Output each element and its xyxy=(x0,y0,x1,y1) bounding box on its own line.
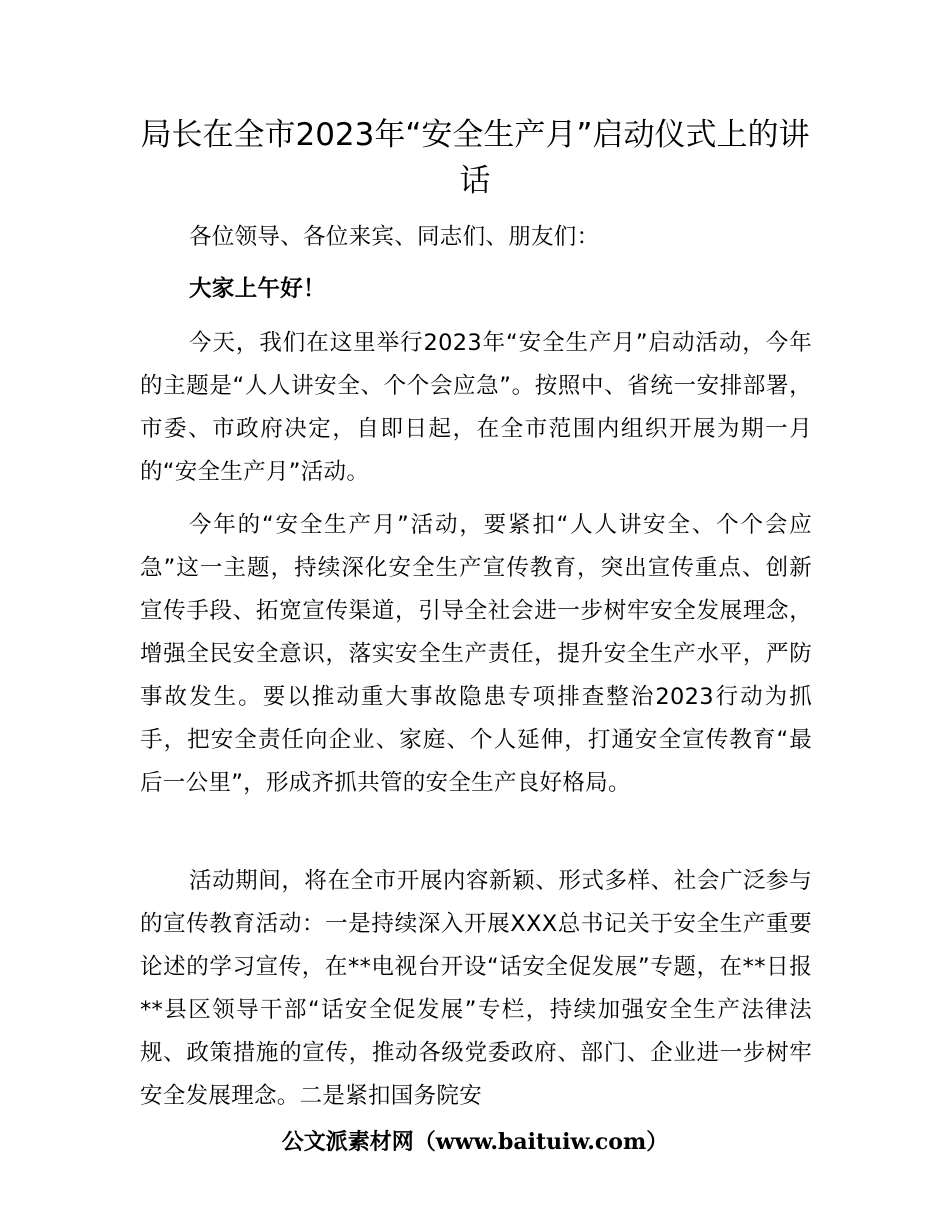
document-title: 局长在全市2023年“安全生产月”启动仪式上的讲话 xyxy=(140,117,810,199)
greeting: 大家上午好！ xyxy=(189,276,326,302)
footer-watermark: 公文派素材网（www.baituiw.com） xyxy=(281,1129,669,1155)
paragraph-1: 今天，我们在这里举行2023年“安全生产月”启动活动，今年的主题是“人人讲安全、个个会应急”。按照中、省统一安排部署，市委、市政府决定，自即日起，在全市范围内组织开展为期一月的“安全生产月”活动。 xyxy=(140,330,812,485)
salutation: 各位领导、各位来宾、同志们、朋友们： xyxy=(189,224,600,250)
paragraph-3: 活动期间，将在全市开展内容新颖、形式多样、社会广泛参与的宣传教育活动：一是持续深入开展XXX总书记关于安全生产重要论述的学习宣传，在**电视台开设“话安全促发展”专题，在**日报**县区领导干部“话安全促发展”专栏，持续加强安全生产法律法规、政策措施的宣传，推动各级党委政府、部门、企业进一步树牢安全发展理念。二是紧扣国务院安 xyxy=(140,868,812,1109)
paragraph-2: 今年的“安全生产月”活动，要紧扣“人人讲安全、个个会应急”这一主题，持续深化安全生产宣传教育，突出宣传重点、创新宣传手段、拓宽宣传渠道，引导全社会进一步树牢安全发展理念，增强全民安全意识，落实安全生产责任，提升安全生产水平，严防事故发生。要以推动重大事故隐患专项排查整治2023行动为抓手，把安全责任向企业、家庭、个人延伸，打通安全宣传教育“最后一公里”，形成齐抓共管的安全生产良好格局。 xyxy=(140,512,812,796)
